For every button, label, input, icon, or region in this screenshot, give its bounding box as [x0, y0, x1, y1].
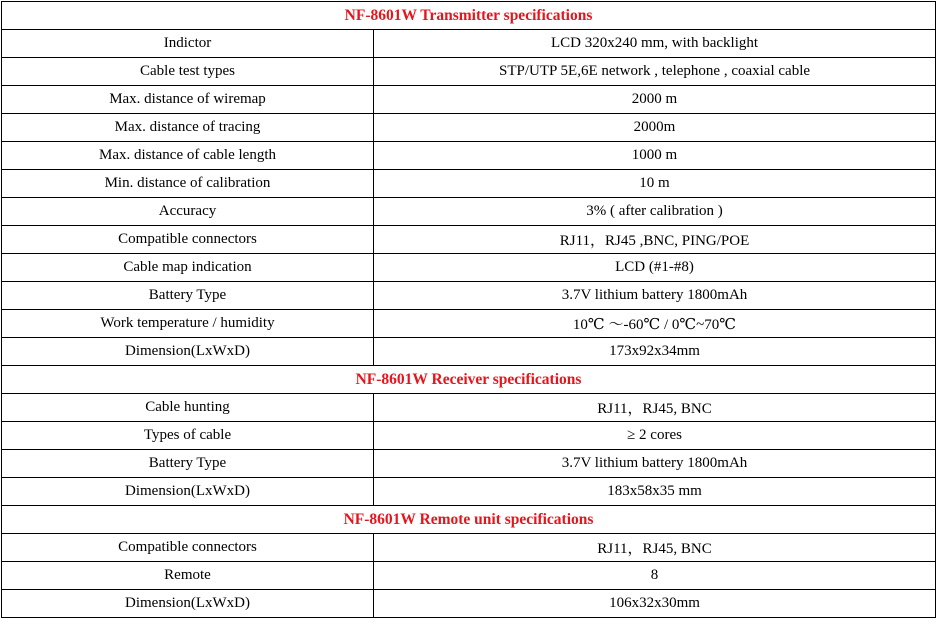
table-row	[2, 170, 936, 198]
spec-value: 3.7V lithium battery 1800mAh	[374, 450, 936, 478]
spec-value: 10℃ ～-60℃ / 0℃~70℃	[374, 310, 936, 338]
spec-value: 3% ( after calibration )	[374, 198, 936, 226]
table-row	[2, 58, 936, 86]
section-title: NF-8601W Remote unit specifications	[2, 506, 936, 534]
table-row	[2, 114, 936, 142]
spec-value: ≥ 2 cores	[374, 422, 936, 450]
spec-label: Cable map indication	[2, 254, 374, 282]
spec-label: Dimension(LxWxD)	[2, 478, 374, 506]
spec-table	[1, 1, 936, 618]
spec-label: Cable test types	[2, 58, 374, 86]
spec-label: Max. distance of wiremap	[2, 86, 374, 114]
spec-label: Battery Type	[2, 282, 374, 310]
spec-label: Compatible connectors	[2, 534, 374, 562]
spec-value: RJ11，RJ45, BNC	[374, 394, 936, 422]
table-row	[2, 310, 936, 338]
spec-label: Min. distance of calibration	[2, 170, 374, 198]
section-header-receiver	[2, 366, 936, 394]
spec-value: 173x92x34mm	[374, 338, 936, 366]
spec-value: 106x32x30mm	[374, 590, 936, 618]
spec-label: Remote	[2, 562, 374, 590]
spec-value: RJ11，RJ45, BNC	[374, 534, 936, 562]
spec-label: Battery Type	[2, 450, 374, 478]
table-row	[2, 590, 936, 618]
table-row	[2, 282, 936, 310]
spec-value: 2000 m	[374, 86, 936, 114]
table-row	[2, 534, 936, 562]
spec-value: LCD (#1-#8)	[374, 254, 936, 282]
section-title: NF-8601W Receiver specifications	[2, 366, 936, 394]
section-title: NF-8601W Transmitter specifications	[2, 2, 936, 30]
table-row	[2, 86, 936, 114]
spec-value: 1000 m	[374, 142, 936, 170]
spec-label: Compatible connectors	[2, 226, 374, 254]
spec-label: Indictor	[2, 30, 374, 58]
section-header-remote	[2, 506, 936, 534]
spec-label: Dimension(LxWxD)	[2, 590, 374, 618]
table-row	[2, 478, 936, 506]
spec-value: 8	[374, 562, 936, 590]
spec-value: LCD 320x240 mm, with backlight	[374, 30, 936, 58]
table-row	[2, 254, 936, 282]
spec-label: Types of cable	[2, 422, 374, 450]
spec-label: Max. distance of cable length	[2, 142, 374, 170]
table-row	[2, 422, 936, 450]
table-row	[2, 142, 936, 170]
section-header-transmitter	[2, 2, 936, 30]
table-row	[2, 450, 936, 478]
spec-value: 2000m	[374, 114, 936, 142]
spec-value: RJ11，RJ45 ,BNC, PING/POE	[374, 226, 936, 254]
table-row	[2, 226, 936, 254]
spec-value: 3.7V lithium battery 1800mAh	[374, 282, 936, 310]
spec-value: STP/UTP 5E,6E network , telephone , coaxial cable	[374, 58, 936, 86]
table-row	[2, 338, 936, 366]
spec-label: Dimension(LxWxD)	[2, 338, 374, 366]
spec-value: 10 m	[374, 170, 936, 198]
spec-label: Accuracy	[2, 198, 374, 226]
table-row	[2, 30, 936, 58]
spec-label: Work temperature / humidity	[2, 310, 374, 338]
table-row	[2, 198, 936, 226]
table-row	[2, 562, 936, 590]
spec-label: Cable hunting	[2, 394, 374, 422]
table-row	[2, 394, 936, 422]
spec-label: Max. distance of tracing	[2, 114, 374, 142]
spec-value: 183x58x35 mm	[374, 478, 936, 506]
